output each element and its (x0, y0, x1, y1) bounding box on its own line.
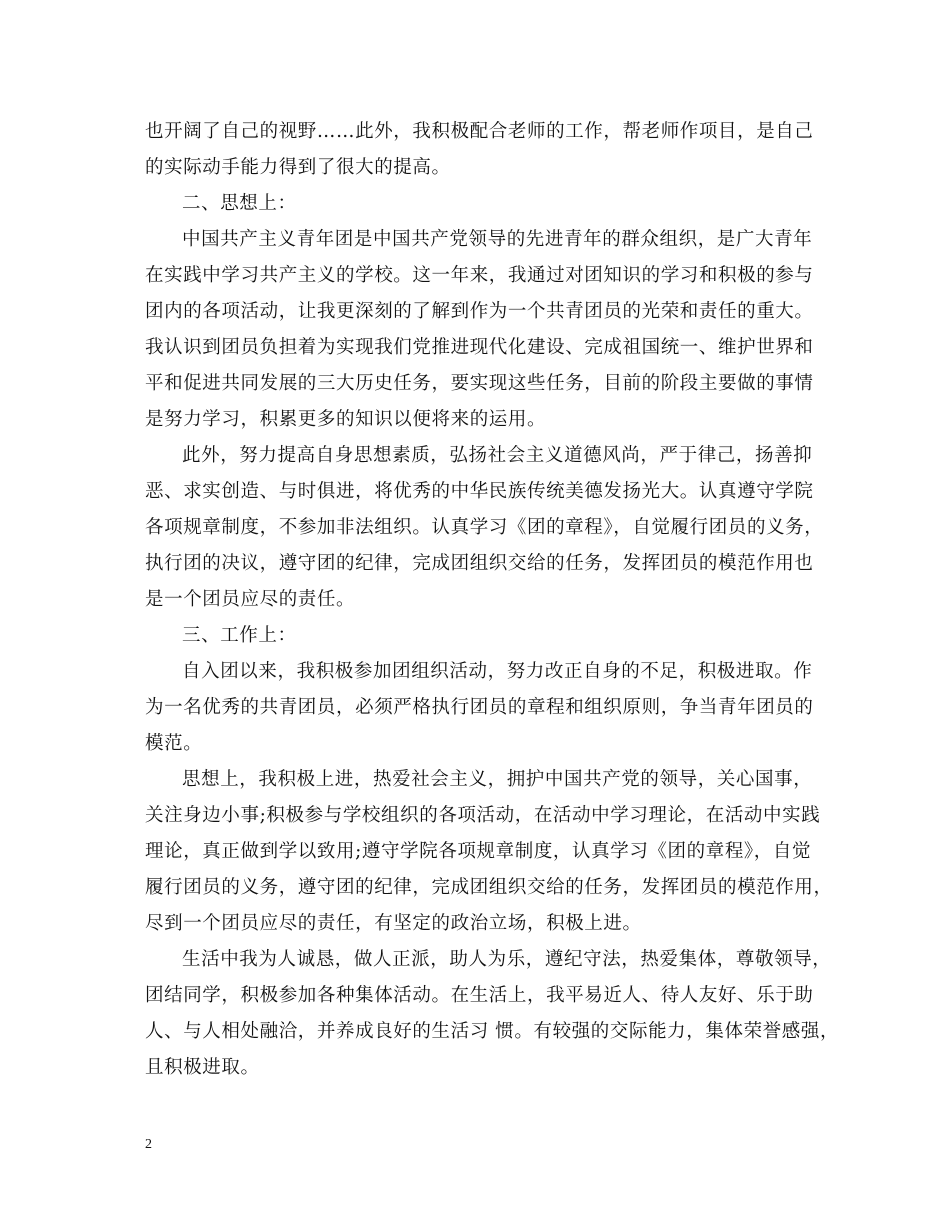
text-line: 关注身边小事;积极参与学校组织的各项活动，在活动中学习理论，在活动中实践 (145, 805, 821, 826)
text-line: 中国共产主义青年团是中国共产党领导的先进青年的群众组织，是广大青年 (182, 229, 813, 250)
text-line: 是努力学习，积累更多的知识以便将来的运用。 (145, 409, 547, 430)
text-line: 平和促进共同发展的三大历史任务，要实现这些任务，目前的阶段主要做的事情 (145, 373, 814, 394)
text-line: 履行团员的义务，遵守团的纪律，完成团组织交给的任务，发挥团员的模范作用， (145, 877, 833, 898)
page-number: 2 (145, 1137, 152, 1152)
text-line: 执行团的决议，遵守团的纪律，完成团组织交给的任务，发挥团员的模范作用也 (145, 553, 814, 574)
text-line: 的实际动手能力得到了很大的提高。 (145, 157, 451, 178)
text-line: 我认识到团员负担着为实现我们党推进现代化建设、完成祖国统一、维护世界和 (145, 337, 814, 358)
text-line: 是一个团员应尽的责任。 (145, 589, 356, 610)
text-line: 模范。 (145, 733, 203, 754)
text-line: 在实践中学习共产主义的学校。这一年来，我通过对团知识的学习和积极的参与 (145, 265, 814, 286)
text-line: 也开阔了自己的视野……此外，我积极配合老师的工作，帮老师作项目，是自己 (145, 121, 814, 142)
text-line: 生活中我为人诚恳，做人正派，助人为乐，遵纪守法，热爱集体，尊敬领导， (182, 949, 832, 970)
text-line: 自入团以来，我积极参加团组织活动，努力改正自身的不足，积极进取。作 (182, 661, 813, 682)
text-line: 为一名优秀的共青团员，必须严格执行团员的章程和组织原则，争当青年团员的 (145, 697, 814, 718)
text-line: 人、与人相处融洽，并养成良好的生活习 惯。有较强的交际能力，集体荣誉感强， (145, 1021, 840, 1042)
text-line: 理论，真正做到学以致用;遵守学院各项规章制度，认真学习《团的章程》，自觉 (145, 841, 812, 862)
text-line: 且积极进取。 (145, 1057, 260, 1078)
text-line: 尽到一个团员应尽的责任，有坚定的政治立场，积极上进。 (145, 913, 642, 934)
text-line: 此外，努力提高自身思想素质，弘扬社会主义道德风尚，严于律己，扬善抑 (182, 445, 813, 466)
document-body (145, 114, 840, 1086)
text-line: 思想上，我积极上进，热爱社会主义，拥护中国共产党的领导，关心国事， (182, 769, 813, 790)
text-line: 恶、求实创造、与时俱进，将优秀的中华民族传统美德发扬光大。认真遵守学院 (145, 481, 814, 502)
text-line: 三、工作上： (182, 625, 297, 646)
text-line: 各项规章制度，不参加非法组织。认真学习《团的章程》，自觉履行团员的义务， (145, 517, 824, 538)
text-line: 团内的各项活动，让我更深刻的了解到作为一个共青团员的光荣和责任的重大。 (145, 301, 814, 322)
text-line: 二、思想上： (182, 193, 297, 214)
text-line: 团结同学，积极参加各种集体活动。在生活上，我平易近人、待人友好、乐于助 (145, 985, 814, 1006)
